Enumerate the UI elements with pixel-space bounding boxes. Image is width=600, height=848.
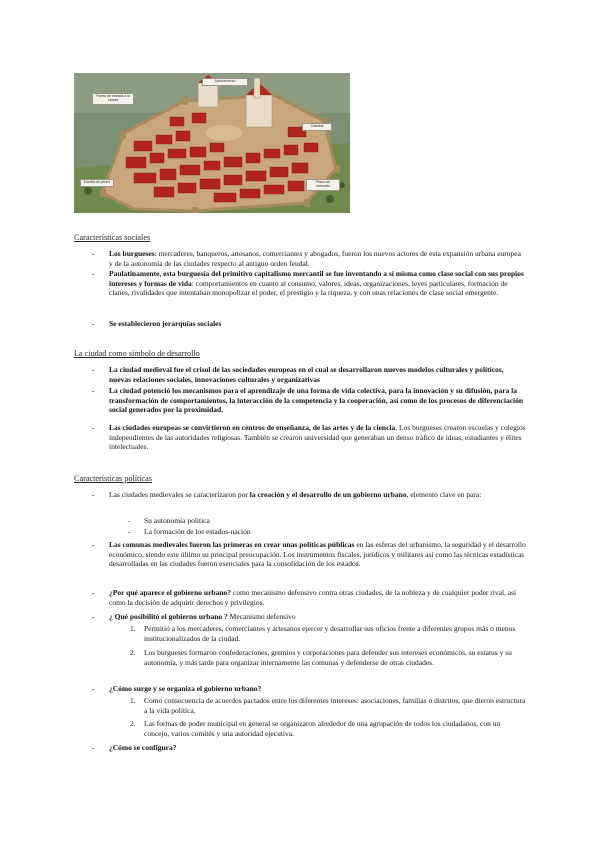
politica-item-4-num-2 xyxy=(74,648,526,667)
body-text: en las esferas del urbanismo, la seguridad y el desarrollo económico, siendo este último su principal preocupación. Los instrumentos fiscales, jurídicos y militares así como las técnicas estadísticas desarrolladas en las ciudades fueron esenciales para la consolidación de los estados. xyxy=(109,540,526,569)
bullet-dash: - xyxy=(92,249,95,258)
politica-item-3 xyxy=(74,588,526,607)
bold-text: ¿Cómo surge y se organiza el gobierno urbano? xyxy=(109,684,262,693)
bullet-dash: - xyxy=(92,588,95,597)
body-text: , elemento clave en para: xyxy=(406,490,482,499)
list-number: 2. xyxy=(130,719,136,728)
desarrollo-item-1 xyxy=(74,365,526,384)
bullet-dash: - xyxy=(92,365,95,374)
politica-item-5-num-2 xyxy=(74,719,526,738)
politica-sub-1 xyxy=(74,516,526,526)
bullet-dash: - xyxy=(92,319,95,328)
bullet-dash: - xyxy=(128,516,131,525)
desarrollo-item-2 xyxy=(74,386,526,415)
callout-catedral: Catedral xyxy=(302,123,332,131)
bold-text: La ciudad medieval fue el crisol de las sociedades europeas en el cual se desarrollaron nuevos modelos culturales y políticos, nuevas relaciones sociales, innovaciones culturales y organizativas xyxy=(109,365,504,384)
bold-text: ¿ Qué posibilitó el gobierno urbano ? xyxy=(109,612,228,621)
bold-text: ¿Por qué aparece el gobierno urbano? xyxy=(109,588,232,597)
bullet-dash: - xyxy=(92,743,95,752)
body-text: : comportamientos en cuanto al consumo, valores, ideas, organizaciones, leyes particulares, formación de clanes, rivalidades que intentaban monopolizar el poder, el prestigio y la riqueza, y con unas relaciones de clase social emergente. xyxy=(109,278,508,298)
bullet-dash: - xyxy=(128,527,131,536)
sub-item-text: La formación de los estados-nación xyxy=(144,527,251,536)
bold-text: la creación y el desarrollo de un gobierno urbano xyxy=(249,490,407,499)
bold-text: Paulatinamente, esta burguesía del primitivo capitalismo mercantil se fue inventando a sí misma como clase social con sus propios intereses y formas de vida xyxy=(109,269,524,288)
section-title-politica: Características políticas xyxy=(74,474,152,483)
bullet-dash: - xyxy=(92,612,95,621)
callout-muralla: Muralla de piedra xyxy=(80,179,114,187)
body-text: . Los burgueses crearon escuelas y colegios independientes de las autoridades religiosas. También se crearon universidad que generaban un denso tráfico de ideas, estudiantes y élites intelectuales. xyxy=(109,423,526,452)
list-number: 1. xyxy=(130,624,136,633)
bold-text: Las comunas medievales fueron las primeras en crear unas políticas públicas xyxy=(109,540,355,549)
politica-item-6 xyxy=(74,743,526,753)
list-text: Los burgueses formaron confederaciones, gremios y corporaciones para defender sus intereses económicos, su estatus y su autonomía, y más tarde para organizar internamente las comunas y defenderse de otras ciudades. xyxy=(144,648,512,667)
bold-text: La ciudad potenció los mecanismos para el aprendizaje de una forma de vida colectiva, para la innovación y su difusión, para la transformación de comportamientos, la interacción de la competencia y la cooperación, así como de los procesos de diferenciación social generados por la proximidad. xyxy=(109,386,524,415)
body-text: Las ciudades medievales se caracterizaron por xyxy=(109,490,250,499)
politica-sub-2 xyxy=(74,527,526,537)
bullet-dash: - xyxy=(92,540,95,549)
list-number: 1. xyxy=(130,696,136,705)
body-text: : mercaderes, banqueros, artesanos, comerciantes y abogados, fueron los nuevos actores de esta expansión urbana europea y de la autonomía de las ciudades respecto al antiguo orden feudal. xyxy=(109,249,521,268)
callout-puerta: Puerta de entrada a la ciudad xyxy=(92,93,134,105)
callout-mercado: Plaza del mercado xyxy=(306,179,340,191)
bold-text: Los burgueses xyxy=(109,249,155,258)
section-title-desarrollo: La ciudad como símbolo de desarrollo xyxy=(74,349,200,358)
bullet-dash: - xyxy=(92,423,95,432)
section-title-social: Características sociales xyxy=(74,233,151,242)
medieval-city-illustration xyxy=(74,73,350,213)
body-text: como mecanismo defensivo contra otras ciudades, de la nobleza y de cualquier poder rival, así como la decisión de adquirir derechos y privilegios. xyxy=(109,588,517,607)
bullet-dash: - xyxy=(92,490,95,499)
social-item-2 xyxy=(74,269,526,298)
list-text: Como consecuencia de acuerdos pactados entre los diferentes intereses: asociaciones, familias o distritos, que dieron estructura a la vida política. xyxy=(144,696,526,715)
politica-item-4-num-1 xyxy=(74,624,526,643)
social-item-1 xyxy=(74,249,526,268)
politica-item-4 xyxy=(74,612,526,622)
bold-text: ¿Cómo se configura? xyxy=(109,743,177,752)
body-text: Mecanismo defensivo xyxy=(227,612,296,621)
bold-text: Se establecieron jerarquías sociales xyxy=(109,319,222,328)
bold-text: Las ciudades europeas se convirtieron en centros de enseñanza, de las artes y de la ciencia xyxy=(109,423,396,432)
list-text: Permitió a los mercaderes, comerciantes y artesanos ejercer y desarrollar sus oficios frente a diferentes grupos más o menos institucionalizados de la ciudad. xyxy=(144,624,516,643)
desarrollo-item-3 xyxy=(74,423,526,452)
politica-item-5 xyxy=(74,684,526,694)
bullet-dash: - xyxy=(92,684,95,693)
list-text: Las formas de poder municipal en general se organizaron alrededor de una agrupación de todos los ciudadanos, con un concejo, varios comités y una autoridad ejecutiva. xyxy=(144,719,501,738)
list-number: 2. xyxy=(130,648,136,657)
callout-ayuntamiento: Ayuntamiento xyxy=(202,78,248,86)
social-item-3 xyxy=(74,319,526,329)
politica-item-5-num-1 xyxy=(74,696,526,715)
politica-item-2 xyxy=(74,540,526,569)
sub-item-text: Su autonomía política xyxy=(144,516,210,525)
bullet-dash: - xyxy=(92,269,95,278)
bullet-dash: - xyxy=(92,386,95,395)
politica-item-1 xyxy=(74,490,526,500)
